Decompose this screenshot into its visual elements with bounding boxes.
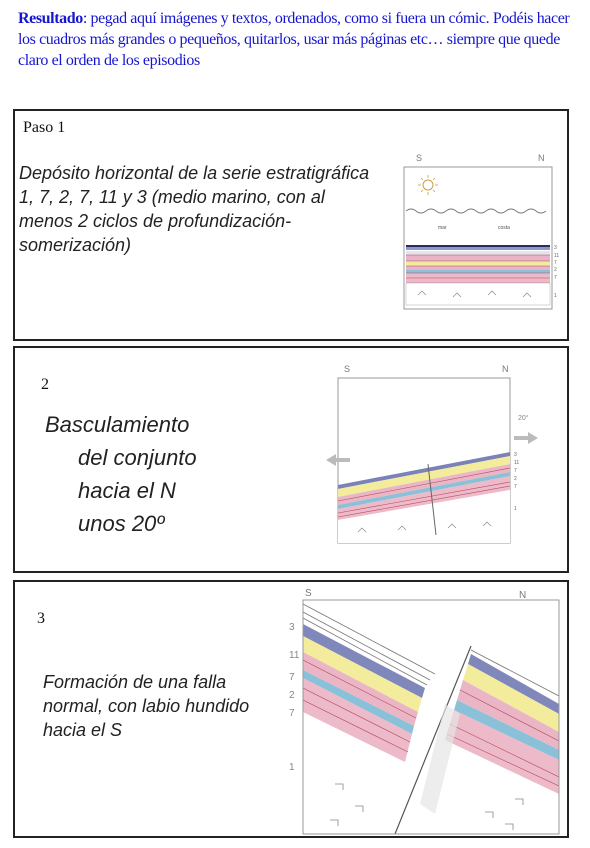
sketch-2-layer-1: 1 (514, 506, 517, 512)
panel-step-3 (13, 580, 569, 838)
sketch-2-layer-7a: 7 (514, 468, 517, 474)
sketch-normal-fault (275, 584, 565, 836)
step-3-description: Formación de una falla normal, con labio hundido hacia el S (43, 672, 250, 740)
step-1-label: Paso 1 (23, 119, 66, 136)
sketch-3-left-label: S (305, 588, 312, 599)
result-label: Resultado (18, 10, 83, 27)
step-1-description: Depósito horizontal de la serie estratigráfica 1, 7, 2, 7, 11 y 3 (medio marino, con al menos 2 ciclos de profundización-somerización) (19, 163, 370, 255)
step-2-description (45, 408, 197, 540)
sketch-1-layer-7a: 7 (554, 260, 557, 266)
sketch-horizontal-deposition (398, 147, 563, 312)
sketch-2-layer-11: 11 (514, 460, 520, 466)
sketch-2-layer-3: 3 (514, 452, 517, 458)
sketch-2-left-label: S (344, 364, 351, 374)
svg-text:costa: costa (498, 225, 510, 231)
panel-step-1 (13, 109, 569, 341)
sketch-3-right-label: N (519, 590, 527, 601)
sketch-2-right-label: N (502, 364, 509, 374)
sketch-3-layer-7a: 7 (289, 672, 295, 683)
instructions-text (18, 8, 578, 71)
sketch-2-layer-2: 2 (514, 476, 517, 482)
sketch-2-angle-label: 20° (518, 415, 529, 422)
instructions-body: : pegad aquí imágenes y textos, ordenados, como si fuera un cómic. Podéis hacer los cuadros más grandes o pequeños, quitarlos, usar más páginas etc… siempre que quede claro el orden de los episodios (18, 10, 570, 69)
step-2-line-3: hacia el N (78, 478, 176, 503)
sketch-3-layer-7b: 7 (289, 708, 295, 719)
sketch-tilting (318, 360, 548, 546)
sketch-1-left-label: S (416, 153, 423, 163)
step-2-line-1: Basculamiento (45, 412, 190, 437)
sketch-1-right-label: N (538, 153, 545, 163)
sketch-1-layer-7b: 7 (554, 275, 557, 281)
sketch-3-layer-2: 2 (289, 690, 295, 701)
step-3-label: 3 (37, 610, 45, 627)
sketch-3-layer-3: 3 (289, 622, 295, 633)
sketch-3-layer-11: 11 (289, 650, 300, 661)
sketch-3-layer-1: 1 (289, 762, 295, 773)
panel-step-2 (13, 346, 569, 573)
step-2-line-2: del conjunto (78, 445, 197, 470)
sketch-1-layer-1: 1 (554, 293, 557, 299)
sketch-1-layer-11: 11 (554, 253, 560, 259)
svg-text:mar: mar (438, 225, 447, 231)
sketch-1-layer-2: 2 (554, 267, 557, 273)
sketch-1-layer-3: 3 (554, 245, 557, 251)
step-2-line-4: unos 20º (78, 511, 165, 536)
step-2-label: 2 (41, 376, 49, 393)
sketch-2-layer-7b: 7 (514, 484, 517, 490)
